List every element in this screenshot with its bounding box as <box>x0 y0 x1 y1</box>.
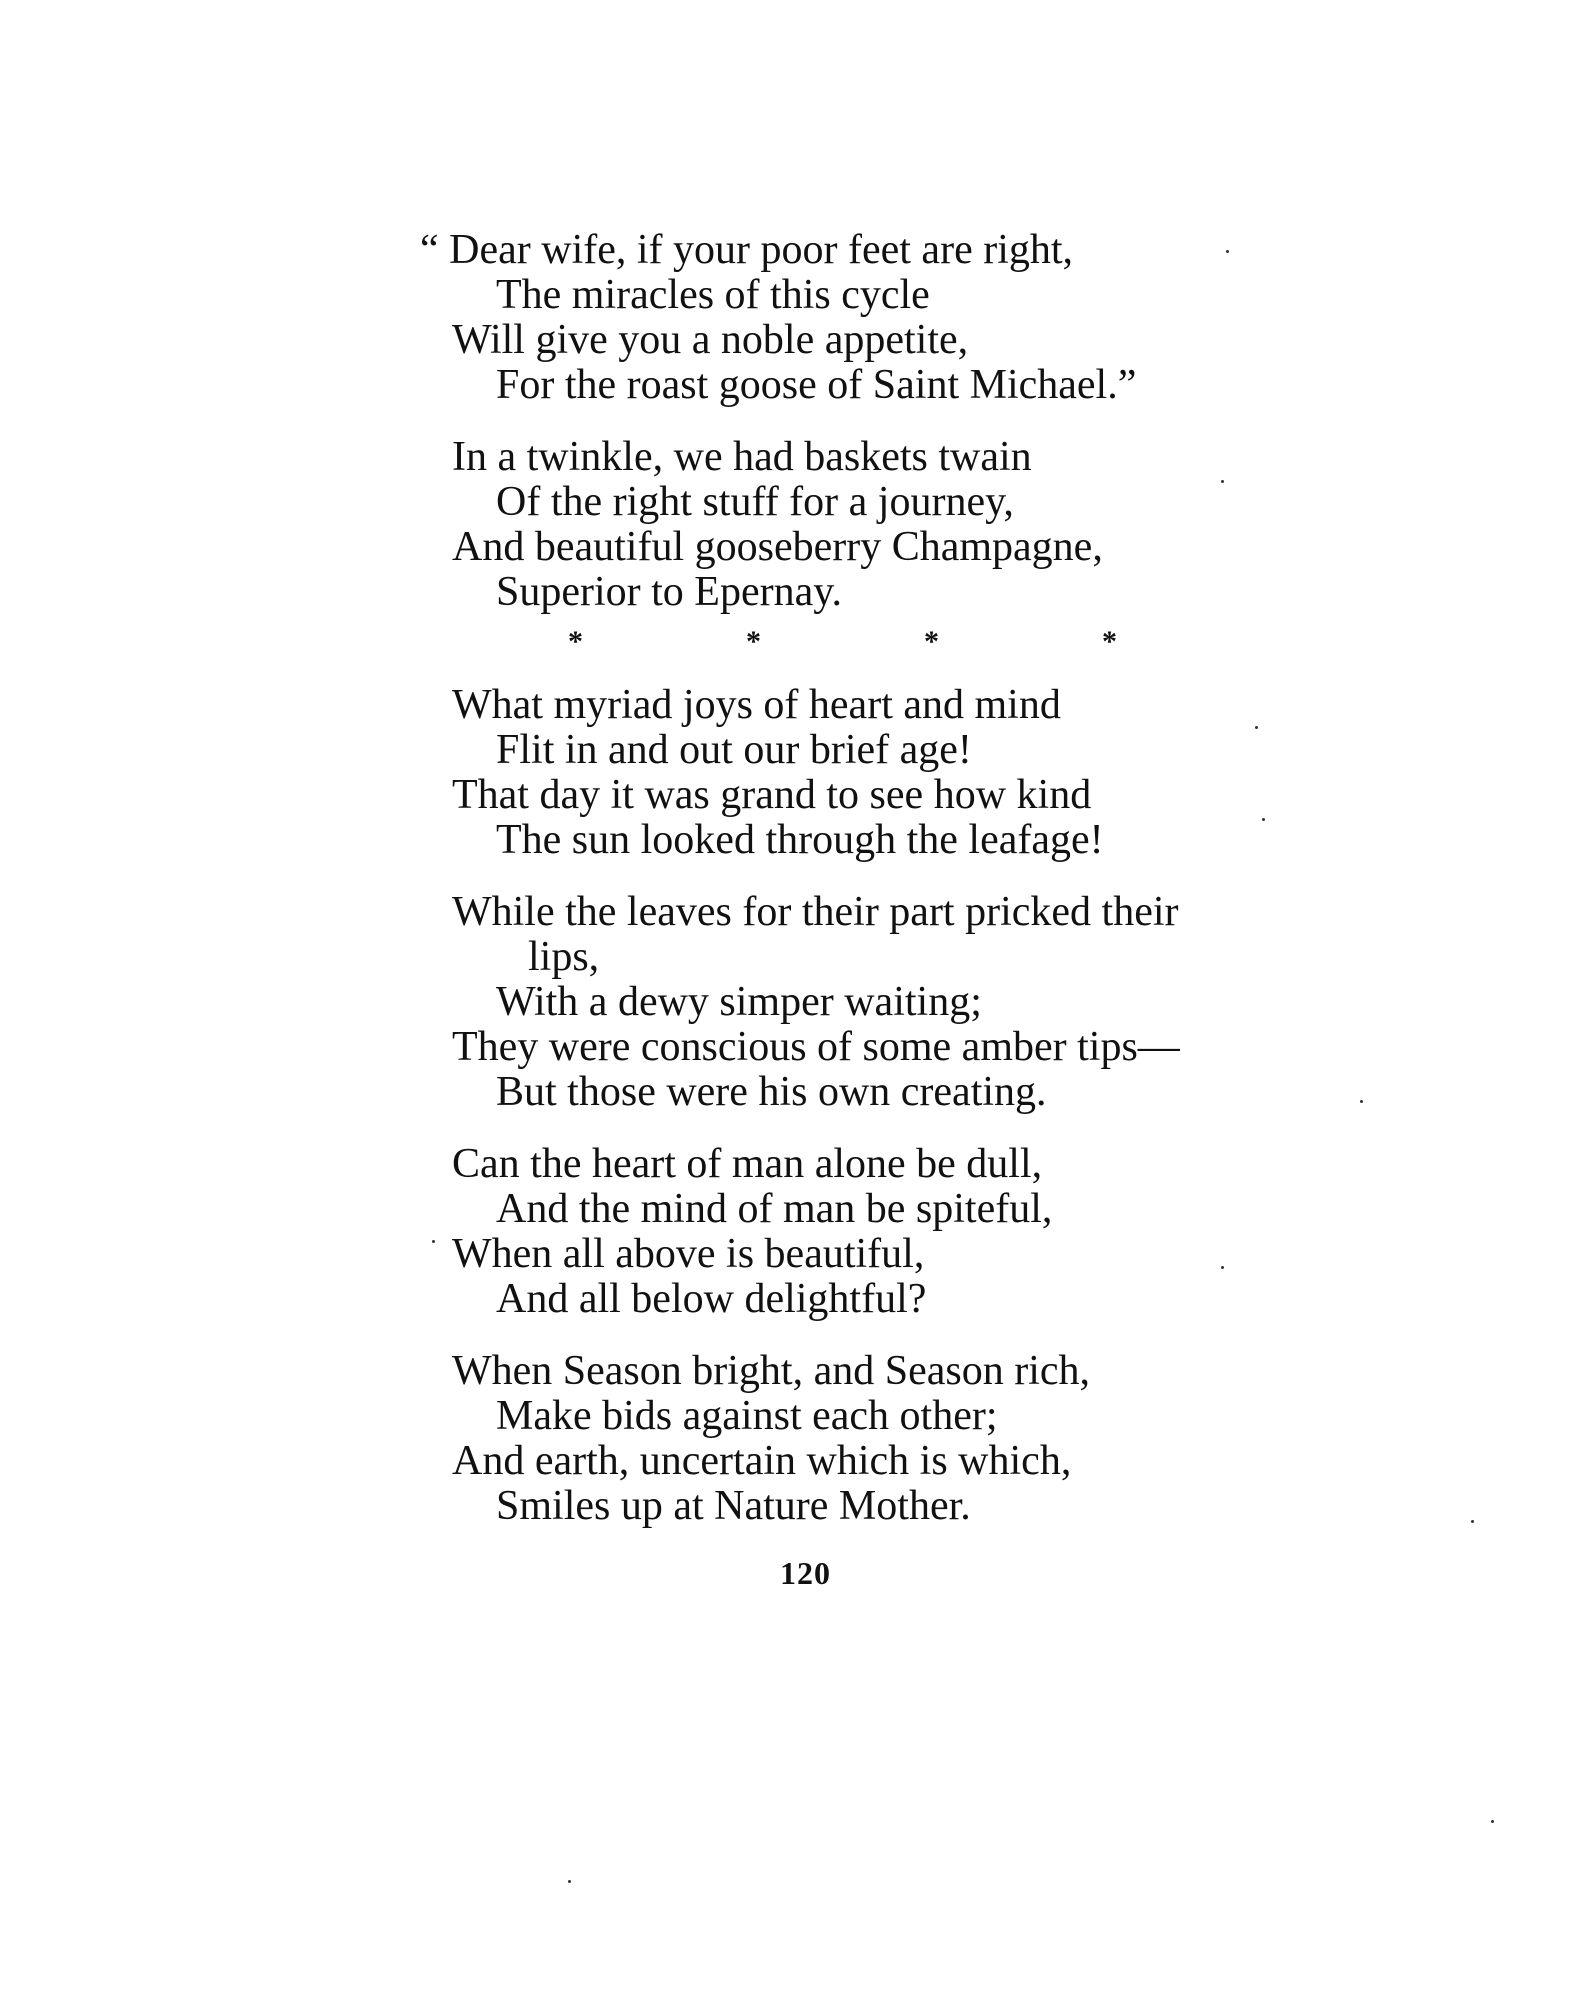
poem-line: While the leaves for their part pricked their <box>452 889 1179 935</box>
scan-speck <box>1221 480 1224 483</box>
poem-line: When all above is beautiful, <box>452 1231 925 1277</box>
poem-line: Can the heart of man alone be dull, <box>452 1141 1043 1187</box>
section-break <box>420 625 1420 683</box>
section-break-star: * <box>1102 625 1117 658</box>
poem-line: In a twinkle, we had baskets twain <box>452 434 1032 480</box>
poem <box>420 228 1420 1529</box>
poem-line: Will give you a noble appetite, <box>452 317 969 363</box>
poem-line: They were conscious of some amber tips— <box>452 1024 1180 1070</box>
section-break-star: * <box>568 625 583 658</box>
scan-speck <box>432 1240 435 1243</box>
stanza-2 <box>420 435 1420 615</box>
poem-line: For the roast goose of Saint Michael.” <box>496 362 1137 408</box>
page-number: 120 <box>780 1555 831 1591</box>
poem-line: lips, <box>528 934 600 980</box>
poem-line: But those were his own creating. <box>496 1069 1047 1115</box>
poem-line: And all below delightful? <box>496 1276 927 1322</box>
poem-line: And the mind of man be spiteful, <box>496 1186 1053 1232</box>
scan-speck <box>1471 1520 1474 1523</box>
scan-speck <box>1491 1820 1494 1823</box>
stanza-1 <box>420 228 1420 408</box>
stanza-6 <box>420 1349 1420 1529</box>
scan-speck <box>1221 1266 1224 1269</box>
poem-line: With a dewy simper waiting; <box>496 979 982 1025</box>
poem-line: When Season bright, and Season rich, <box>452 1348 1091 1394</box>
section-break-star: * <box>746 625 761 658</box>
poem-line: “ Dear wife, if your poor feet are right, <box>420 227 1074 273</box>
poem-line: Superior to Epernay. <box>496 569 843 615</box>
poem-line: Of the right stuff for a journey, <box>496 479 1014 525</box>
scan-speck <box>1360 1100 1363 1103</box>
section-break-star: * <box>924 625 939 658</box>
poem-line: The miracles of this cycle <box>496 272 930 318</box>
poem-line: Flit in and out our brief age! <box>496 727 972 773</box>
scan-speck <box>1226 250 1229 253</box>
stanza-4 <box>420 890 1420 1115</box>
poem-line: What myriad joys of heart and mind <box>452 682 1061 728</box>
poem-line: That day it was grand to see how kind <box>452 772 1092 818</box>
poem-line: The sun looked through the leafage! <box>496 817 1104 863</box>
stanza-5 <box>420 1142 1420 1322</box>
scan-speck <box>568 1880 571 1883</box>
poem-line: And beautiful gooseberry Champagne, <box>452 524 1103 570</box>
scan-speck <box>1255 726 1258 729</box>
poem-line: And earth, uncertain which is which, <box>452 1438 1072 1484</box>
stanza-3 <box>420 683 1420 863</box>
poem-line: Make bids against each other; <box>496 1393 998 1439</box>
scan-speck <box>1262 818 1265 821</box>
poem-line: Smiles up at Nature Mother. <box>496 1483 971 1529</box>
